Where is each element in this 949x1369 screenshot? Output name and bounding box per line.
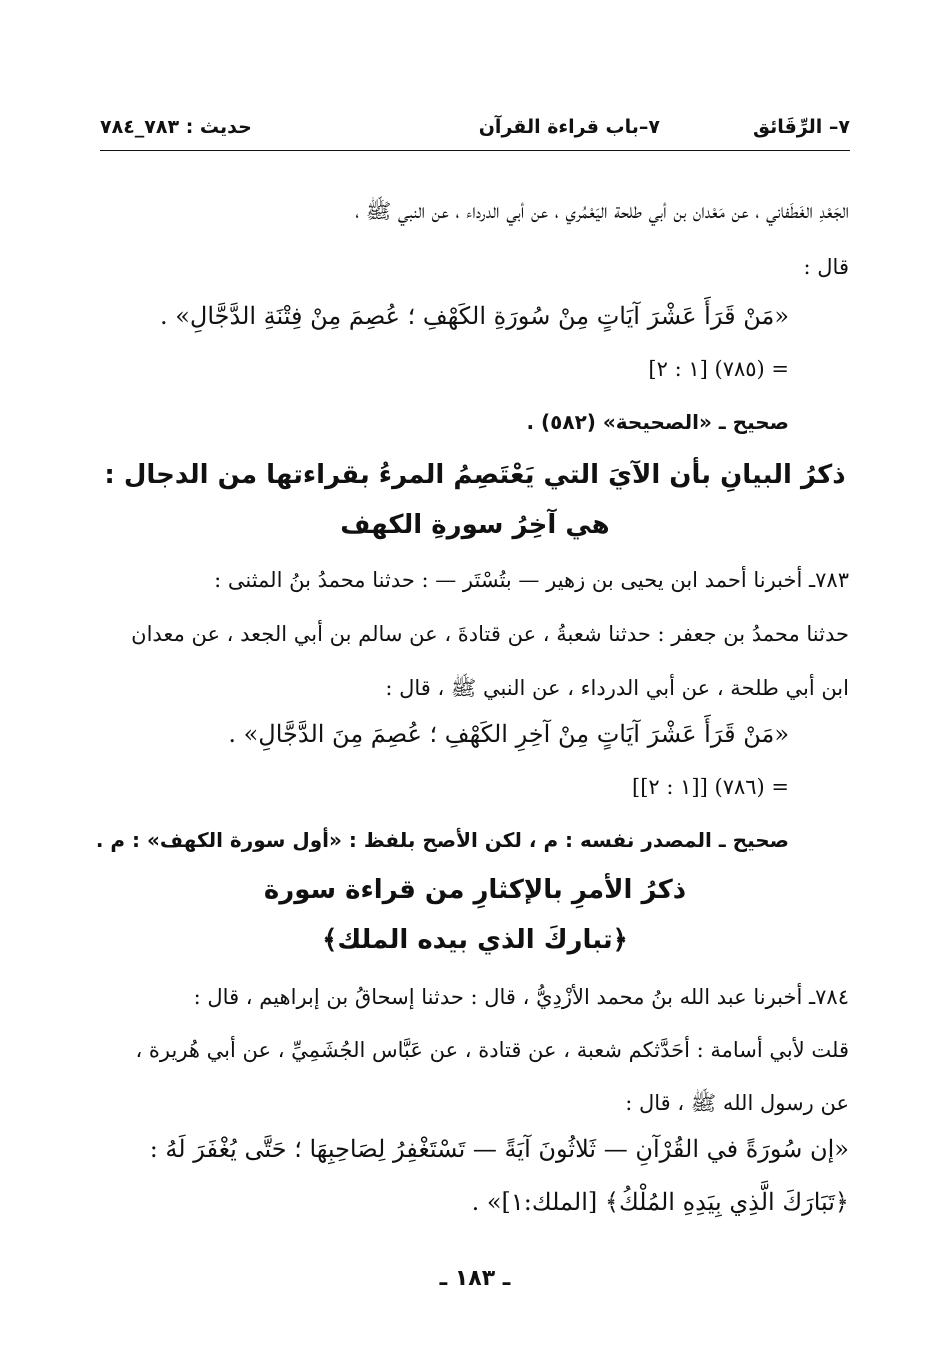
section-heading-sub: هي آخِرُ سورةِ الكهف [340, 510, 610, 540]
grading-line: صحيح ـ «الصحيحة» (٥٨٢) . [526, 410, 789, 434]
section-heading-sub: ﴿تباركَ الذي بيده الملك﴾ [322, 925, 628, 955]
section-heading: ذكرُ البيانِ بأن الآيَ التي يَعْتَصِمُ المرءُ بقراءتها من الدجال : [104, 460, 846, 490]
book-title: ٧– الرِّقَائق [752, 116, 850, 138]
running-header [100, 112, 850, 152]
text-line: قال : [803, 255, 849, 279]
page-number: ـ ١٨٣ ـ [439, 1266, 511, 1291]
reference-line: = (٧٨٥) [١ : ٢] [648, 357, 789, 381]
reference-line: = (٧٨٦) [[١ : ٢]] [632, 775, 789, 799]
text-line: ابن أبي طلحة ، عن أبي الدرداء ، عن النبي ﷺ ، قال : [385, 676, 849, 700]
text-line: الجَعْدِ الغَطَفاني ، عن مَعْدان بن أبي طلحة اليَعْمُري ، عن أبي الدرداء ، عن النبي ﷺ ، [355, 199, 849, 223]
grading-line: صحيح ـ المصدر نفسه : م ، لكن الأصح بلفظ : «أول سورة الكهف» : م . [95, 828, 789, 852]
hadith-text: «إن سُورَةً في القُرْآنِ — ثَلاثُونَ آيَةً — تَسْتَغْفِرُ لِصَاحِبِهَا ؛ حَتَّى يُغْفَرَ لَهُ : [149, 1135, 849, 1163]
text-line: حدثنا محمدُ بن جعفر : حدثنا شعبةُ ، عن قتادةَ ، عن سالم بن أبي الجعد ، عن معدان [131, 622, 849, 646]
text-line: عن رسول الله ﷺ ، قال : [625, 1091, 849, 1115]
chapter-title: ٧–باب قراءة القرآن [478, 116, 660, 138]
hadith-text: «مَنْ قَرَأَ عَشْرَ آيَاتٍ مِنْ آخِرِ الكَهْفِ ؛ عُصِمَ مِنَ الدَّجَّالِ» . [228, 720, 789, 748]
hadith-text: ﴿تَبَارَكَ الَّذِي بِيَدِهِ المُلْكُ﴾ [الملك:١]» . [471, 1188, 849, 1216]
hadith-text: «مَنْ قَرَأَ عَشْرَ آيَاتٍ مِنْ سُورَةِ الكَهْفِ ؛ عُصِمَ مِنْ فِتْنَةِ الدَّجَّالِ» . [159, 302, 789, 330]
text-line: قلت لأبي أسامة : أحَدَّثكم شعبة ، عن قتادة ، عن عَبَّاس الجُشَمِيِّ ، عن أبي هُريرة ، [135, 1038, 849, 1062]
header-rule [100, 150, 850, 151]
text-line: ٧٨٤ـ أخبرنا عبد الله بنُ محمد الأزْدِيُّ ، قال : حدثنا إسحاقُ بن إبراهيم ، قال : [193, 985, 849, 1009]
text-line: ٧٨٣ـ أخبرنا أحمد ابن يحيى بن زهير — بتُسْتَر — : حدثنا محمدُ بنُ المثنى : [214, 568, 849, 592]
section-heading: ذكرُ الأمرِ بالإكثارِ من قراءة سورة [263, 875, 687, 905]
hadith-range: حديث : ٧٨٣_٧٨٤ [100, 116, 252, 138]
